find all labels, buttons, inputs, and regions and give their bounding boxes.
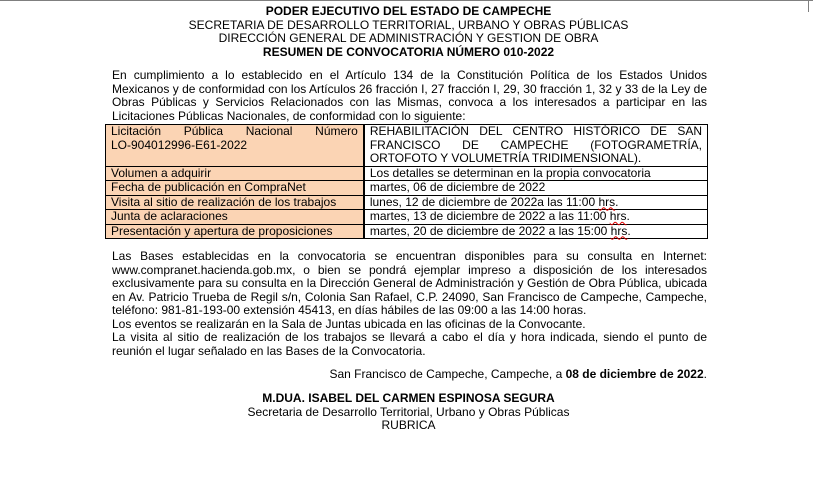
- header-direction: DIRECCIÓN GENERAL DE ADMINISTRACIÓN Y GESTION DE OBRA: [218, 31, 599, 45]
- body-text: [112, 250, 707, 358]
- tender-label-cell: [106, 125, 364, 167]
- table-row: [106, 224, 708, 239]
- value-text: martes: [369, 209, 407, 223]
- label-word: Licitación: [111, 124, 162, 138]
- row-label: Junta de aclaraciones: [106, 210, 364, 225]
- date-line: [112, 368, 707, 382]
- label-word: Nacional: [245, 124, 293, 138]
- signature-block: [110, 392, 707, 433]
- value-text: lunes, 12 de diciembre de 2022a las 11:00: [369, 194, 599, 209]
- page-right-border: [808, 0, 809, 12]
- tender-description-line: ORTOFOTO Y VOLUMETRÍA TRIDIMENSIONAL).: [369, 151, 642, 165]
- table-row: [106, 195, 708, 210]
- signatory-name: M.DUA. ISABEL DEL CARMEN ESPINOSA SEGURA: [262, 391, 555, 405]
- row-value: [364, 224, 708, 239]
- value-text: , 20 de diciembre de 2022 a las 15:00: [406, 223, 611, 238]
- events-paragraph: Los eventos se realizarán en la Sala de Juntas ubicada en las oficinas de la Convocante.: [112, 316, 586, 331]
- date-prefix: San Francisco de Campeche, Campeche, a: [329, 367, 566, 381]
- row-value: [364, 195, 708, 210]
- row-label: Visita al sitio de realización de los trabajos: [106, 195, 364, 210]
- date-suffix: .: [703, 367, 707, 381]
- header-summary-title: RESUMEN DE CONVOCATORIA NÚMERO 010-2022: [262, 44, 555, 59]
- tender-description-line: REHABILITACIÓN DEL CENTRO HISTÓRICO DE SAN: [369, 124, 702, 138]
- tender-label-words: [111, 125, 358, 139]
- value-text: .: [626, 209, 630, 223]
- row-value: Los detalles se determinan en la propia convocatoria: [364, 166, 708, 181]
- value-text: martes: [369, 223, 407, 238]
- value-text: , 13 de diciembre de 2022 a las 11:00: [406, 209, 610, 223]
- tender-description-cell: [364, 125, 708, 167]
- table-row: [106, 210, 708, 225]
- document-header: [110, 5, 707, 59]
- row-value: [364, 210, 708, 225]
- label-word: Pública: [183, 124, 224, 138]
- spellcheck-mark: hrs: [610, 223, 628, 238]
- spellcheck-mark: hrs: [609, 209, 627, 223]
- spellcheck-mark: hrs: [598, 194, 616, 209]
- site-visit-paragraph: La visita al sitio de realización de los trabajos se llevará a cabo el día y hora indicada, siendo el punto de reunión el lugar señalado en las Bases de la Convocatoria.: [112, 330, 707, 358]
- row-value: martes, 06 de diciembre de 2022: [364, 181, 708, 196]
- tender-description-line: FRANCISCO DE CAMPECHE (FOTOGRAMETRÍA,: [369, 137, 702, 152]
- tender-table: [105, 124, 708, 239]
- row-label: Presentación y apertura de proposiciones: [106, 224, 364, 239]
- table-row: [106, 166, 708, 181]
- bases-paragraph: Las Bases establecidas en la convocatoria se encuentran disponibles para su consulta en Internet: www.compranet.hacienda.gob.mx, o bien se pondrá ejemplar impreso a disposición de los interesados exclusivamente para su consulta en la Dirección General de Administración y Gestión de Obra Pública, ubicada en Av. Patricio Trueba de Regil s/n, Colonia San Rafael, C.P. 24090, San Francisco de Campeche, Campeche, teléfono: 981-81-193-00 extensión 45413, en días hábiles de las 09:00 a las 14:00 horas.: [112, 249, 707, 317]
- signatory-title: Secretaria de Desarrollo Territorial, Urbano y Obras Públicas: [247, 404, 570, 419]
- value-text: .: [627, 223, 631, 238]
- rubrica: RUBRICA: [381, 418, 436, 432]
- table-row: [106, 125, 708, 167]
- page-top-border: [0, 0, 813, 1]
- row-label: Fecha de publicación en CompraNet: [106, 181, 364, 196]
- row-label: Volumen a adquirir: [106, 166, 364, 181]
- label-word: Número: [315, 124, 358, 138]
- intro-paragraph: En cumplimiento a lo establecido en el Artículo 134 de la Constitución Política de los Estados Unidos Mexicanos y de conformidad con los Artículos 26 fracción I, 27 fracción I, 29, 30 fracción 1, 32 y 33 de la Ley de Obras Públicas y Servicios Relacionados con las Mismas, convoca a los interesados a participar en las Licitaciones Públicas Nacionales, de conformidad con lo siguiente:: [112, 68, 707, 123]
- tender-number: LO-904012996-E61-2022: [111, 137, 248, 152]
- issue-date: 08 de diciembre de 2022: [565, 367, 704, 381]
- value-text: .: [615, 194, 619, 209]
- table-row: [106, 181, 708, 196]
- header-secretariat: SECRETARIA DE DESARROLLO TERRITORIAL, URBANO Y OBRAS PÚBLICAS: [188, 17, 629, 32]
- header-government: PODER EJECUTIVO DEL ESTADO DE CAMPECHE: [265, 4, 552, 18]
